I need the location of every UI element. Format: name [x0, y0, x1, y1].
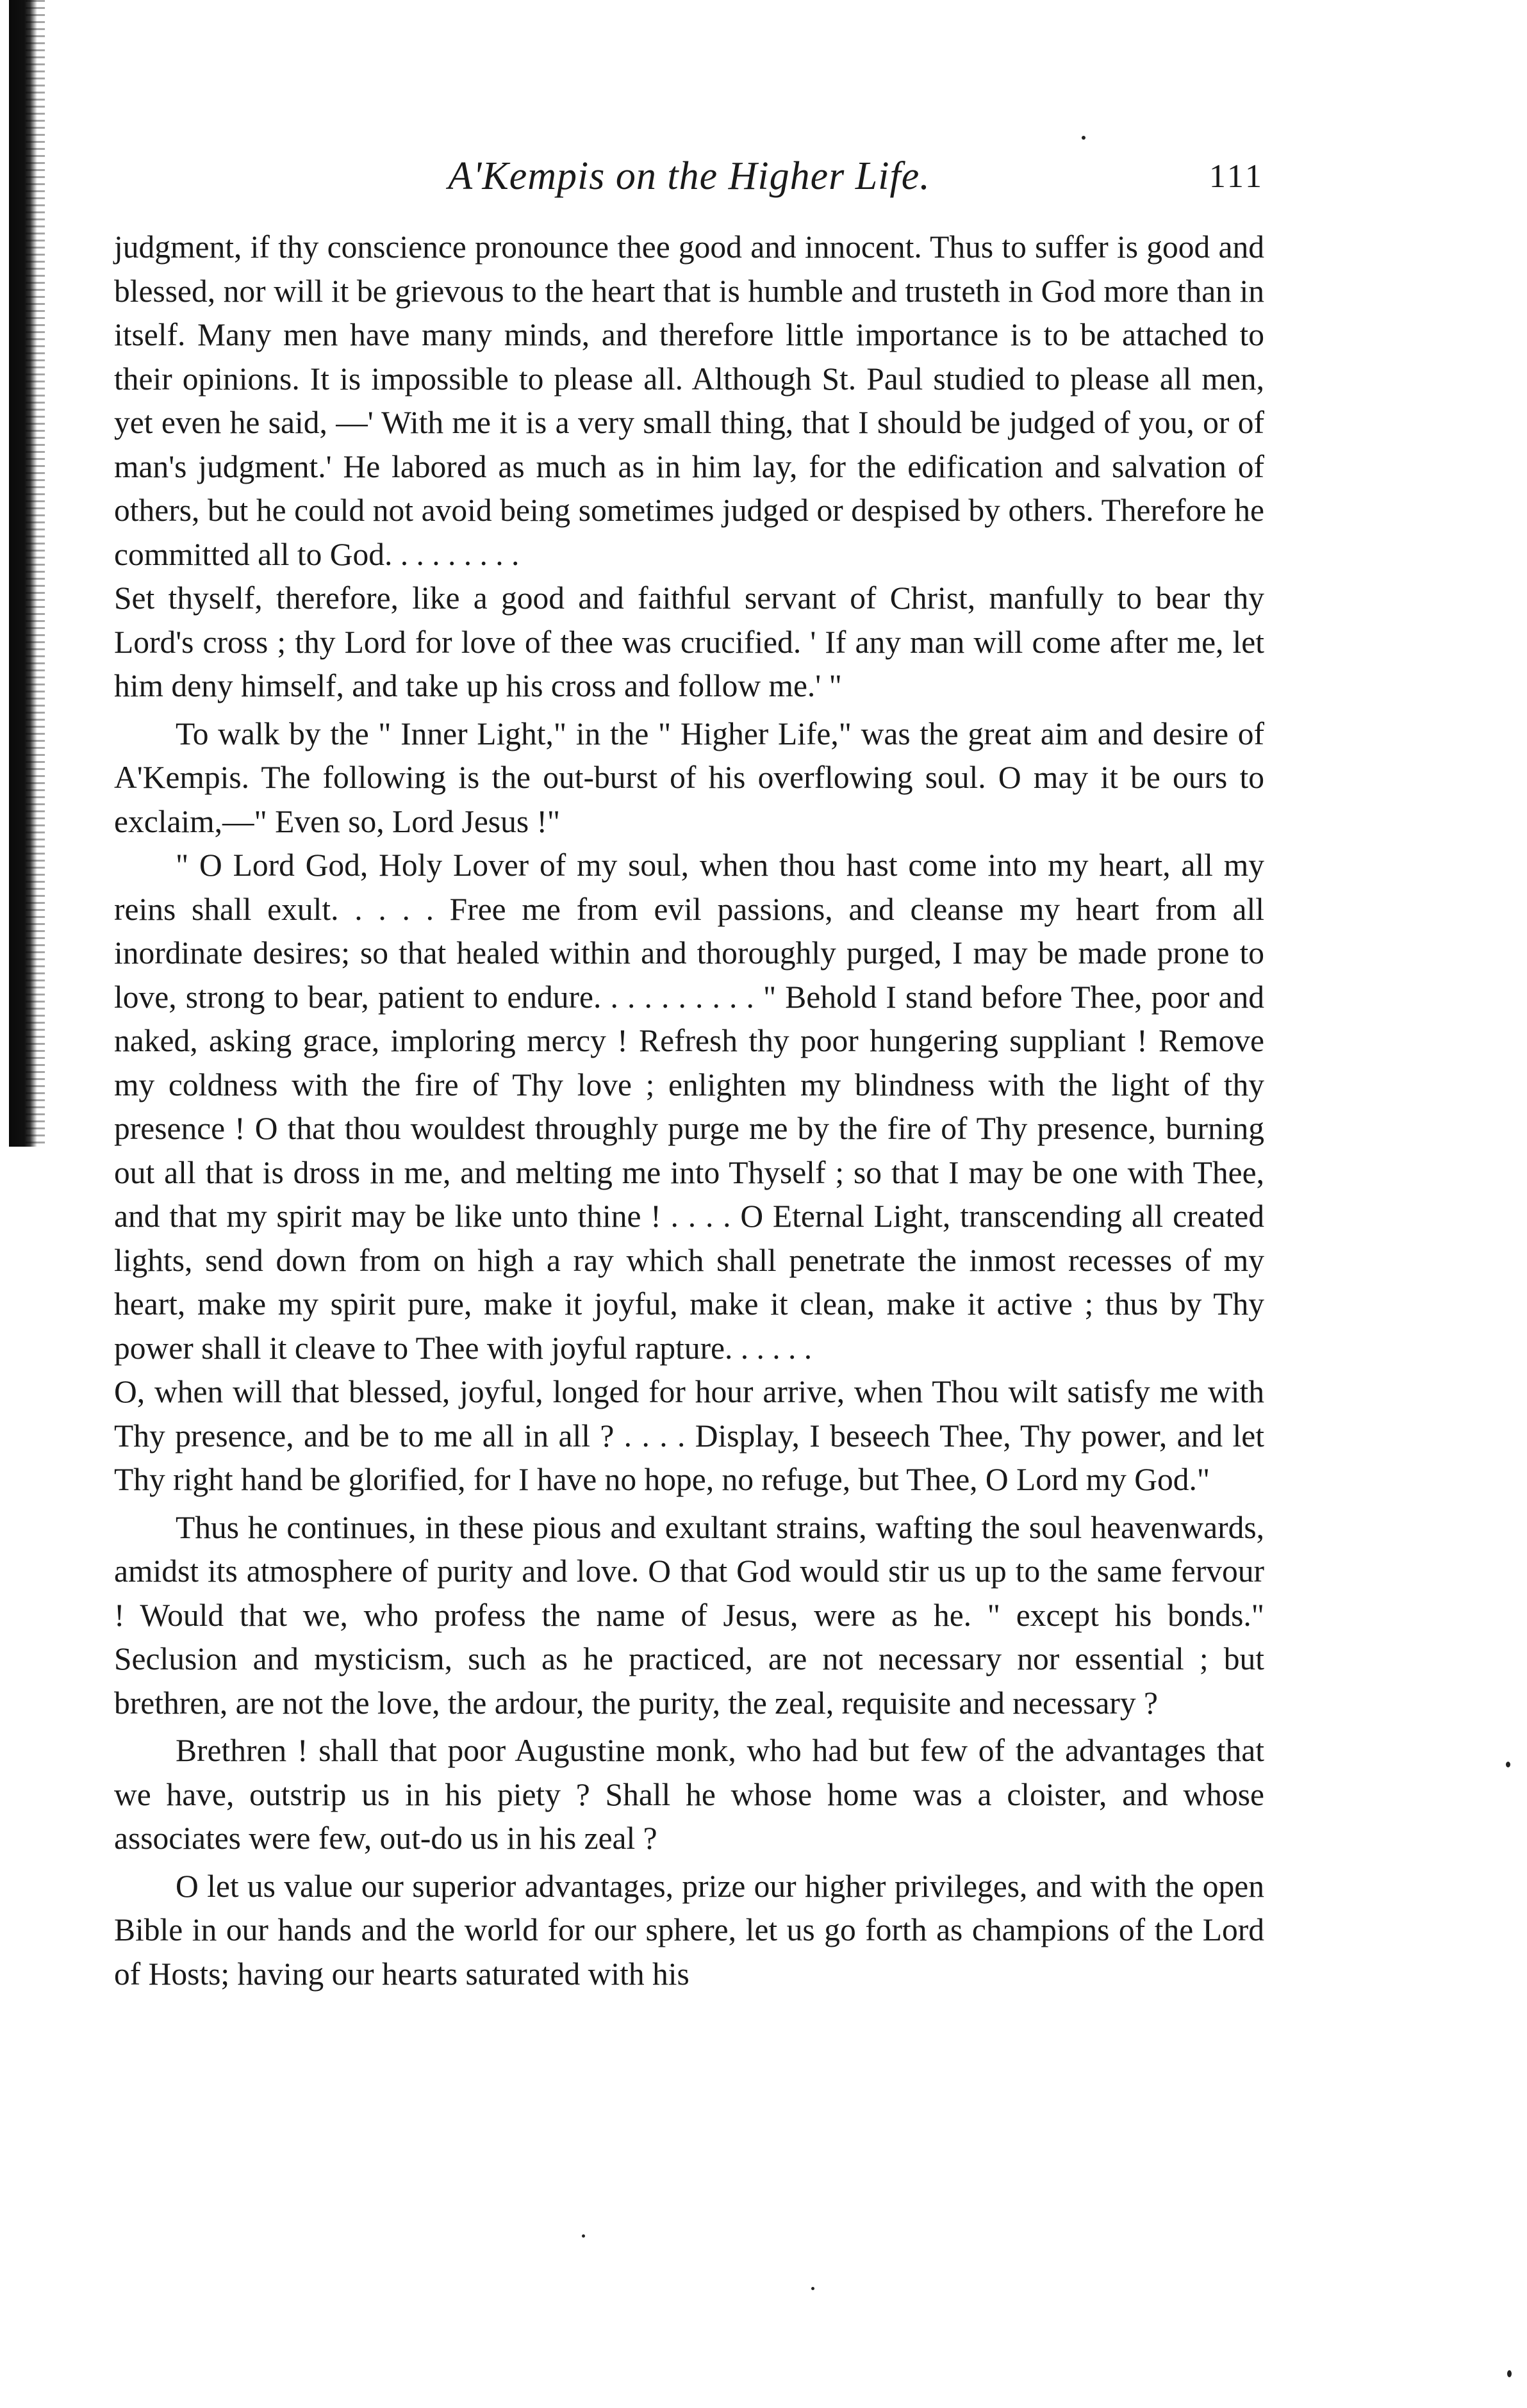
- paragraph-5: O, when will that blessed, joyful, longed for hour arrive, when Thou wilt satisfy me with Thy presence, and be to me all in all ? . . . . Display, I beseech Thee, Thy power, and let Thy right hand be glorified, for I have no hope, no refuge, but Thee, O Lord my God.": [114, 1374, 1264, 1497]
- scan-speck: [1082, 136, 1085, 140]
- page-header: [114, 154, 1264, 211]
- scan-speck: [582, 2234, 585, 2238]
- paragraph-2: Set thyself, therefore, like a good and faithful servant of Christ, manfully to bear thy Lord's cross ; thy Lord for love of thee was crucified. ' If any man will come after me, let him deny himself, and take up his cross and follow me.' ": [114, 580, 1264, 703]
- paragraph-7: Brethren ! shall that poor Augustine monk, who had but few of the advantages that we have, outstrip us in his piety ? Shall he whose home was a cloister, and whose associates were few, out-do us in his zeal ?: [114, 1733, 1264, 1856]
- paragraph-4: " O Lord God, Holy Lover of my soul, when thou hast come into my heart, all my reins shall exult. . . . . Free me from evil passions, and cleanse my heart from all inordinate desires; so that healed within and thoroughly purged, I may be made prone to love, strong to bear, patient to endure. . . . . . . . . . " Behold I stand before Thee, poor and naked, asking grace, imploring mercy ! Refresh thy poor hungering suppliant ! Remove my coldness with the fire of Thy love ; enlighten my blindness with the light of thy presence ! O that thou wouldest throughly purge me by the fire of Thy presence, burning out all that is dross in me, and melting me into Thyself ; so that I may be one with Thee, and that my spirit may be like unto thine ! . . . . O Eternal Light, transcending all created lights, send down from on high a ray which shall penetrate the inmost recesses of my heart, make my spirit pure, make it joyful, make it clean, make it active ; thus by Thy power shall it cleave to Thee with joyful rapture. . . . . .: [114, 848, 1264, 1366]
- running-title: A'Kempis on the Higher Life.: [448, 154, 930, 198]
- book-spine-edge: [26, 0, 45, 1147]
- body-text: [114, 225, 1264, 1996]
- paragraph-1: judgment, if thy conscience pronounce thee good and innocent. Thus to suffer is good and blessed, nor will it be grievous to the heart that is humble and trusteth in God more than in itself. Many men have many minds, and therefore little importance is to be attached to their opinions. It is impossible to please all. Although St. Paul studied to please all men, yet even he said, —' With me it is a very small thing, that I should be judged of you, or of man's judgment.' He labored as much as in him lay, for the edification and salvation of others, but he could not avoid being sometimes judged or despised by others. Therefore he committed all to God. . . . . . . . .: [114, 229, 1264, 572]
- paragraph-3: To walk by the " Inner Light," in the " Higher Life," was the great aim and desire of A'Kempis. The following is the out-burst of his overflowing soul. O may it be ours to exclaim,—" Even so, Lord Jesus !": [114, 716, 1264, 839]
- scan-speck: [1506, 1762, 1510, 1767]
- page-number: 111: [1209, 158, 1264, 195]
- scan-speck: [811, 2287, 814, 2290]
- paragraph-6: Thus he continues, in these pious and exultant strains, wafting the soul heavenwards, amidst its atmosphere of purity and love. O that God would stir us up to the same fervour ! Would that we, who profess the name of Jesus, were as he. " except his bonds." Seclusion and mysticism, such as he practiced, are not necessary nor essential ; but brethren, are not the love, the ardour, the purity, the zeal, requisite and necessary ?: [114, 1509, 1264, 1721]
- paragraph-8: O let us value our superior advantages, prize our higher privileges, and with the open Bible in our hands and the world for our sphere, let us go forth as champions of the Lord of Hosts; having our hearts saturated with his: [114, 1868, 1264, 1992]
- scan-speck: [1507, 2370, 1512, 2377]
